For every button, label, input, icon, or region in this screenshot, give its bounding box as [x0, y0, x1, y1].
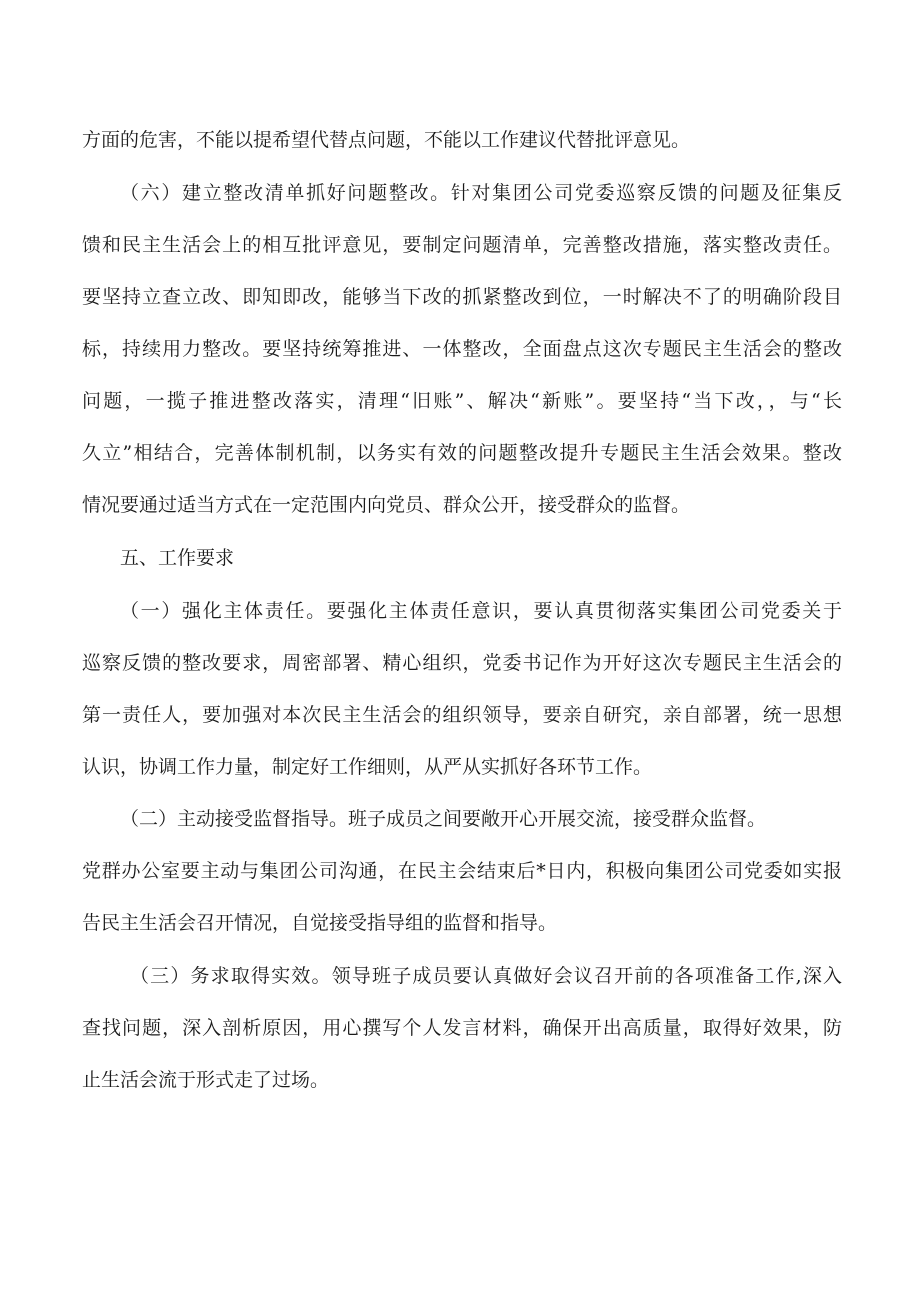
text-line: 查找问题，深入剖析原因，用心撰写个人发言材料，确保开出高质量，取得好效果，防 — [82, 1017, 842, 1039]
text-line: 认识，协调工作力量，制定好工作细则，从严从实抓好各环节工作。 — [82, 756, 653, 778]
text-line: 方面的危害，不能以提希望代替点问题，不能以工作建议代替批评意见。 — [82, 129, 691, 151]
text-line: 久立”相结合，完善体制机制，以务实有效的问题整改提升专题民主生活会效果。整改 — [82, 442, 842, 464]
text-line: 问题，一揽子推进整改落实，清理“旧账”、解决“新账”。要坚持“当下改，，与“长 — [82, 390, 842, 412]
text-line: 巡察反馈的整改要求，周密部署、精心组织，党委书记作为开好这次专题民主生活会的 — [82, 652, 842, 674]
paragraph-one-heading-line: （一）强化主体责任。要强化主体责任意识，要认真贯彻落实集团公司党委关于 — [120, 600, 842, 622]
text-line: 告民主生活会召开情况，自觉接受指导组的监督和指导。 — [82, 912, 558, 934]
text-line: 标，持续用力整改。要坚持统筹推进、一体整改，全面盘点这次专题民主生活会的整改 — [82, 338, 842, 360]
paragraph-six-heading-line: （六）建立整改清单抓好问题整改。针对集团公司党委巡察反馈的问题及征集反 — [120, 182, 842, 204]
text-line: 党群办公室要主动与集团公司沟通，在民主会结束后*日内，积极向集团公司党委如实报 — [82, 860, 842, 882]
text-line: 馈和民主生活会上的相互批评意见，要制定问题清单，完善整改措施，落实整改责任。 — [82, 234, 842, 256]
paragraph-three-heading-line: （三）务求取得实效。领导班子成员要认真做好会议召开前的各项准备工作,深入 — [130, 965, 842, 987]
text-line: 第一责任人，要加强对本次民主生活会的组织领导，要亲自研究，亲自部署，统一思想 — [82, 704, 842, 726]
text-line: 要坚持立查立改、即知即改，能够当下改的抓紧整改到位，一时解决不了的明确阶段目 — [82, 286, 842, 308]
paragraph-two-heading-line: （二）主动接受监督指导。班子成员之间要敞开心开展交流，接受群众监督。 — [120, 808, 767, 830]
section-five-heading: 五、工作要求 — [120, 547, 235, 569]
text-line: 止生活会流于形式走了过场。 — [82, 1069, 330, 1091]
text-line: 情况要通过适当方式在一定范围内向党员、群众公开，接受群众的监督。 — [82, 494, 691, 516]
